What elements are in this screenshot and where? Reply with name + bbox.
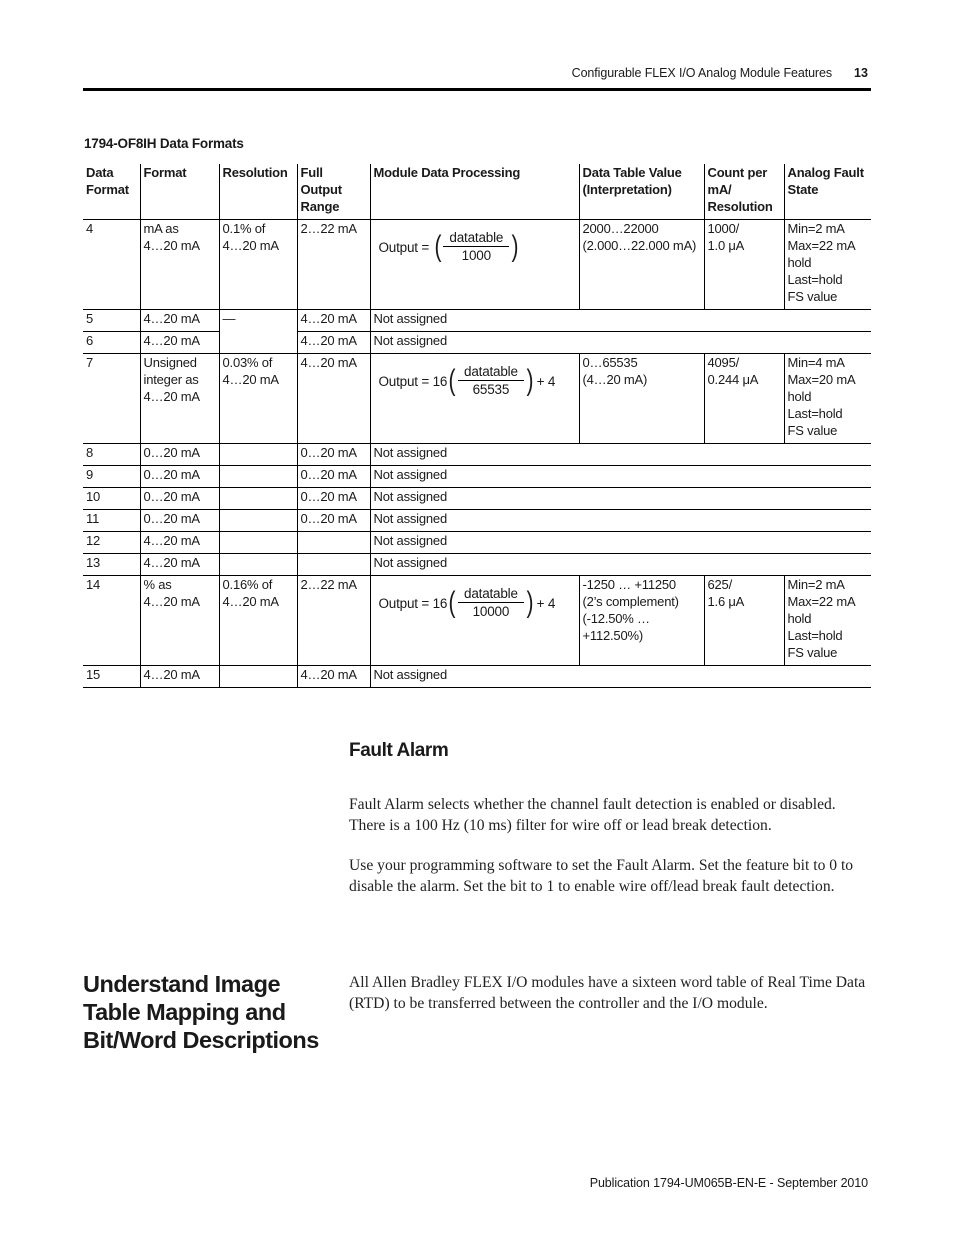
formula-cell: [370, 354, 579, 444]
table-row: 14 % as 4…20 mA 0.16% of 4…20 mA 2…22 mA Output = 16( $\frac{\text{datatable}}{10000}$ ) + 4 -1250 … +11250 (2’s complement) (-12.50% … +112.50%) 625/ 1.6 μA Min=2 mA Max=22 mA hold Last=hold FS value: [83, 576, 871, 666]
image-table-mapping-heading: Understand Image Table Mapping and Bit/Word Descriptions: [83, 971, 319, 1053]
table-row: 8 0…20 mA 0…20 mA Not assigned: [83, 444, 871, 466]
fault-alarm-paragraph-1: Fault Alarm selects whether the channel fault detection is enabled or disabled. There is a 100 Hz (10 ms) filter for wire off or lead break detection.: [349, 796, 836, 834]
table-row: 5 4…20 mA — 4…20 mA Not assigned: [83, 310, 871, 332]
formula-cell: [370, 220, 579, 310]
col-header-data-table-value: Data Table Value (Interpretation): [579, 164, 704, 220]
formula-14: Output = 16( $\frac{\text{datatable}}{10000}$ ) + 4: [378, 586, 556, 619]
formula-cell: [370, 576, 579, 666]
col-header-data-format: Data Format: [83, 164, 140, 220]
table-title: 1794-OF8IH Data Formats: [84, 136, 244, 151]
table-row: 12 4…20 mA Not assigned: [83, 532, 871, 554]
table-header-row: [83, 164, 871, 220]
col-header-full-output-range: Full Output Range: [297, 164, 370, 220]
table-row: 6 4…20 mA 4…20 mA Not assigned: [83, 332, 871, 354]
col-header-format: Format: [140, 164, 219, 220]
formula-7: Output = 16( $\frac{\text{datatable}}{65535}$ ) + 4: [378, 364, 556, 397]
fault-alarm-heading: Fault Alarm: [349, 740, 449, 761]
col-header-resolution: Resolution: [219, 164, 297, 220]
formula-4: Output = ( $\frac{\text{datatable}}{1000}$ ): [378, 230, 519, 263]
header-rule: [83, 88, 871, 91]
running-header: Configurable FLEX I/O Analog Module Features: [571, 66, 832, 80]
table-row: 4 mA as 4…20 mA 0.1% of 4…20 mA 2…22 mA Output = ( $\frac{\text{datatable}}{1000}$ ) 2000…22000 (2.000…22.000 mA) 1000/ 1.0 μA Min=2 mA Max=22 mA hold Last=hold FS value: [83, 220, 871, 310]
table-row: 15 4…20 mA 4…20 mA Not assigned: [83, 666, 871, 688]
publication-footer: Publication 1794-UM065B-EN-E - September 2010: [589, 1176, 868, 1190]
table-row: 7 Unsigned integer as 4…20 mA 0.03% of 4…20 mA 4…20 mA Output = 16( $\frac{\text{datatable}}{65535}$ ) + 4 0…65535 (4…20 mA) 4095/ 0.244 μA Min=4 mA Max=20 mA hold Last=hold FS value: [83, 354, 871, 444]
data-formats-table: [83, 164, 871, 688]
table-row: 11 0…20 mA 0…20 mA Not assigned: [83, 510, 871, 532]
table-row: 10 0…20 mA 0…20 mA Not assigned: [83, 488, 871, 510]
fault-alarm-paragraph-2: Use your programming software to set the Fault Alarm. Set the feature bit to 0 to disable the alarm. Set the bit to 1 to enable wire off/lead break fault detection.: [349, 857, 854, 895]
col-header-analog-fault-state: Analog Fault State: [784, 164, 871, 220]
col-header-count-per-ma: Count per mA/ Resolution: [704, 164, 784, 220]
image-table-mapping-paragraph: All Allen Bradley FLEX I/O modules have a sixteen word table of Real Time Data (RTD) to be transferred between the controller and the I/O module.: [349, 974, 866, 1012]
table-row: 13 4…20 mA Not assigned: [83, 554, 871, 576]
page-number: 13: [854, 66, 868, 80]
table-row: 9 0…20 mA 0…20 mA Not assigned: [83, 466, 871, 488]
col-header-module-data-processing: Module Data Processing: [370, 164, 579, 220]
